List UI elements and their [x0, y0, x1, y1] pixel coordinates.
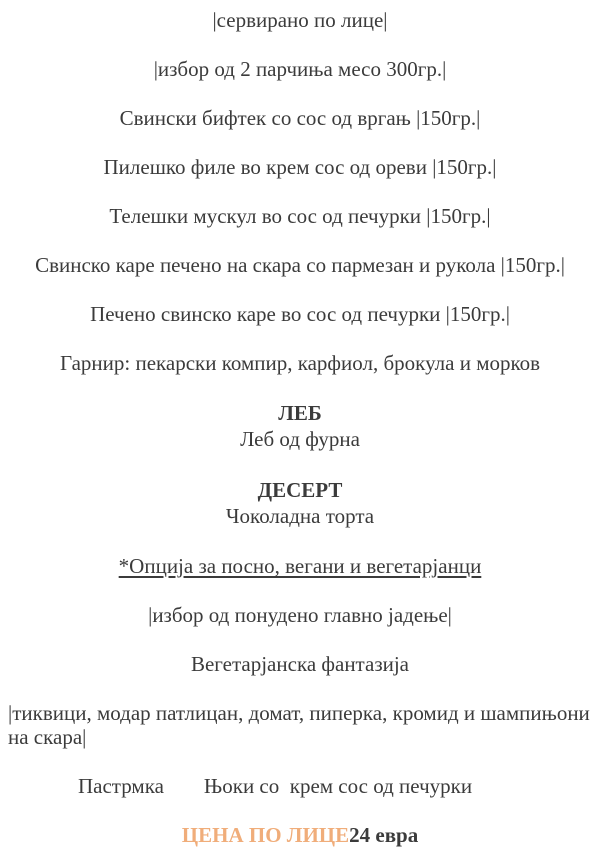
veg-dish-name: Вегетарјанска фантазија: [190, 652, 410, 676]
menu-item-pork-loin-roasted: Печено свинско каре во сос од печурки |150гр.|: [90, 302, 510, 326]
bread-heading: ЛЕБ: [278, 401, 322, 425]
price-label: ЦЕНА ПО ЛИЦЕ: [181, 823, 350, 847]
veg-choice-note: |избор од понудено главно јадење|: [148, 603, 452, 627]
meat-choice-note: |избор од 2 парчиња месо 300гр.|: [153, 57, 447, 81]
veg-option-heading: [8, 554, 592, 578]
menu-item-pork-loin-grilled: Свинско каре печено на скара со пармезан и рукола |150гр.|: [35, 253, 565, 277]
dessert-section: [8, 477, 592, 529]
menu-item-pork-steak: Свински бифтек со сос од вргањ |150гр.|: [119, 106, 481, 130]
veg-alternatives: [8, 774, 592, 798]
bread-item: Леб од фурна: [240, 427, 360, 451]
menu-item-veal-muscle: Телешки мускул во сос од печурки |150гр.|: [109, 204, 491, 228]
dessert-item: Чоколадна торта: [225, 504, 375, 528]
veg-option-trout: Пастрмка: [78, 774, 164, 798]
dessert-heading: ДЕСЕРТ: [257, 478, 343, 502]
price-line: [8, 823, 592, 847]
veg-option-gnocchi: Њоки со крем сос од печурки: [203, 774, 473, 798]
serving-note: |сервирано по лице|: [212, 8, 388, 32]
price-value: 24 евра: [349, 823, 419, 847]
bread-section: [8, 400, 592, 452]
menu-document: [8, 8, 596, 847]
menu-item-chicken-fillet: Пилешко филе во крем сос од ореви |150гр.|: [103, 155, 497, 179]
veg-dish-description: |тиквици, модар патлицан, домат, пиперка, кромид и шампињони на скара|: [8, 701, 596, 749]
garnish-note: Гарнир: пекарски компир, карфиол, брокула и морков: [59, 351, 541, 375]
veg-option-heading-text: *Опција за посно, вегани и вегетарјанци: [118, 554, 482, 578]
